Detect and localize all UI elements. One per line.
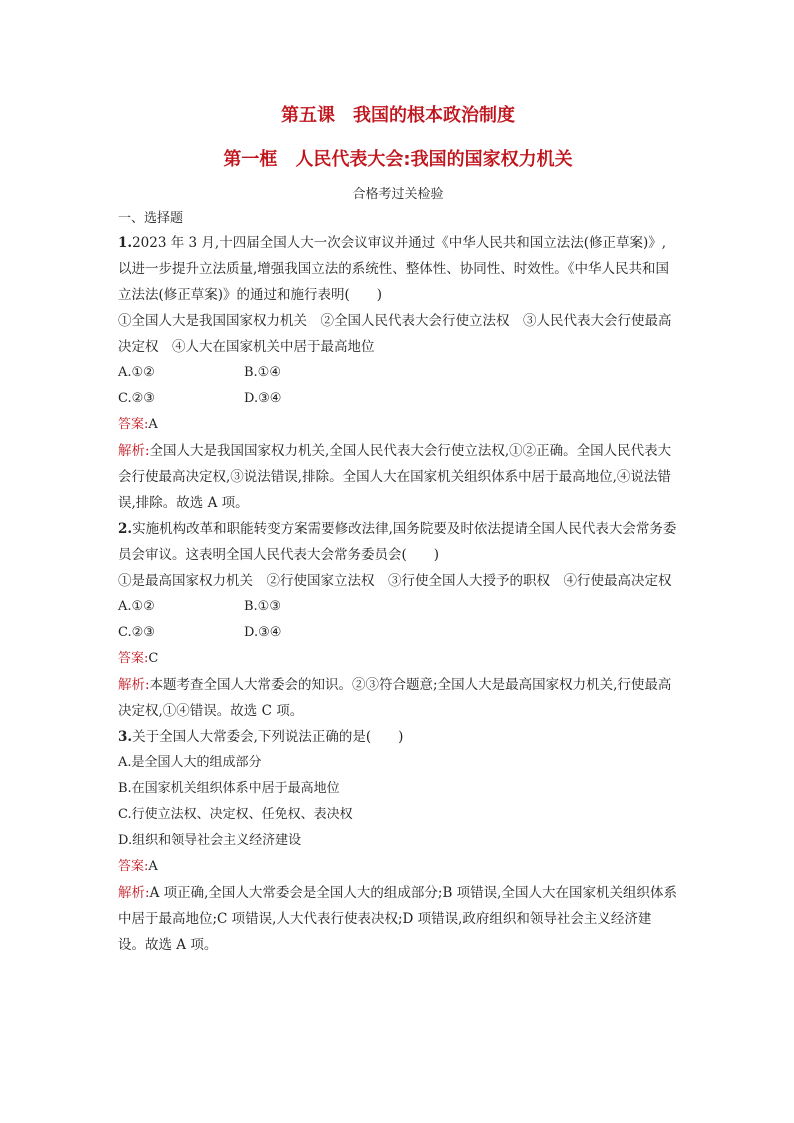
option-c: C.②③ [118, 625, 155, 640]
question-1 [118, 230, 678, 516]
options-row [118, 360, 678, 386]
question-stem: 1.2023 年 3 月,十四届全国人大一次会议审议并通过《中华人民共和国立法法(修正草案)》,以进一步提升立法质量,增强我国立法的系统性、整体性、协同性、时效性。《中华人民共和国立法法(修正草案)》的通过和施行表明( ) [118, 235, 670, 303]
lesson-title: 第五课 我国的根本政治制度 [281, 105, 515, 126]
option-d: D.③④ [244, 391, 282, 406]
answer-label: 答案: [118, 417, 149, 432]
section-title: 第一框 人民代表大会:我国的国家权力机关 [223, 149, 573, 170]
document-page [118, 98, 678, 958]
analysis-paragraph: 解析:全国人大是我国国家权力机关,全国人民代表大会行使立法权,①②正确。全国人民代表大会行使最高决定权,③说法错误,排除。全国人大在国家机关组织体系中居于最高地位,④说法错误,排除。故选 A 项。 [118, 443, 672, 511]
answer-label: 答案: [118, 651, 149, 666]
answer-value: A [148, 417, 158, 432]
analysis-label: 解析: [118, 885, 150, 901]
answer-line [118, 412, 678, 438]
analysis-paragraph: 解析:本题考查全国人大常委会的知识。②③符合题意;全国人大是最高国家权力机关,行使最高决定权,①④错误。故选 C 项。 [118, 677, 672, 719]
question-2 [118, 516, 678, 724]
options-row [118, 620, 678, 646]
question-stem: 2.实施机构改革和职能转变方案需要修改法律,国务院要及时依法提请全国人民代表大会常务委员会审议。这表明全国人民代表大会常务委员会( ) [118, 521, 677, 563]
analysis-paragraph: 解析:A 项正确,全国人大常委会是全国人大的组成部分;B 项错误,全国人大在国家机关组织体系中居于最高地位;C 项错误,人大代表行使表决权;D 项错误,政府组织和领导社会主义经济建设。故选 A 项。 [118, 885, 677, 953]
question-number: 1. [118, 235, 133, 251]
question-statements: ①是最高国家权力机关 ②行使国家立法权 ③行使全国人大授予的职权 ④行使最高决定权 [118, 573, 672, 589]
option-c: C.②③ [118, 391, 155, 406]
question-statements: ①全国人大是我国国家权力机关 ②全国人民代表大会行使立法权 ③人民代表大会行使最高决定权 ④人大在国家机关中居于最高地位 [118, 313, 672, 355]
answer-label: 答案: [118, 859, 149, 874]
analysis-label: 解析: [118, 677, 150, 693]
answer-line [118, 646, 678, 672]
options-row [118, 594, 678, 620]
answer-line [118, 854, 678, 880]
answer-value: A [148, 859, 158, 874]
question-type-heading: 一、选择题 [118, 211, 184, 226]
question-3 [118, 724, 678, 958]
question-stem: 3.关于全国人大常委会,下列说法正确的是( ) [118, 729, 404, 745]
answer-value: C [148, 651, 159, 666]
options-row [118, 386, 678, 412]
analysis-label: 解析: [118, 443, 150, 459]
option-b: B.①③ [244, 599, 281, 614]
option-a: A.①② [118, 599, 155, 614]
question-number: 3. [118, 729, 133, 745]
exercise-caption: 合格考过关检验 [352, 187, 444, 202]
option-a: A.①② [118, 365, 155, 380]
question-number: 2. [118, 521, 133, 537]
option-b: B.在国家机关组织体系中居于最高地位 [118, 781, 340, 796]
option-d: D.组织和领导社会主义经济建设 [118, 833, 302, 848]
option-b: B.①④ [244, 365, 281, 380]
option-d: D.③④ [244, 625, 282, 640]
option-a: A.是全国人大的组成部分 [118, 755, 262, 770]
option-c: C.行使立法权、决定权、任免权、表决权 [118, 807, 353, 822]
